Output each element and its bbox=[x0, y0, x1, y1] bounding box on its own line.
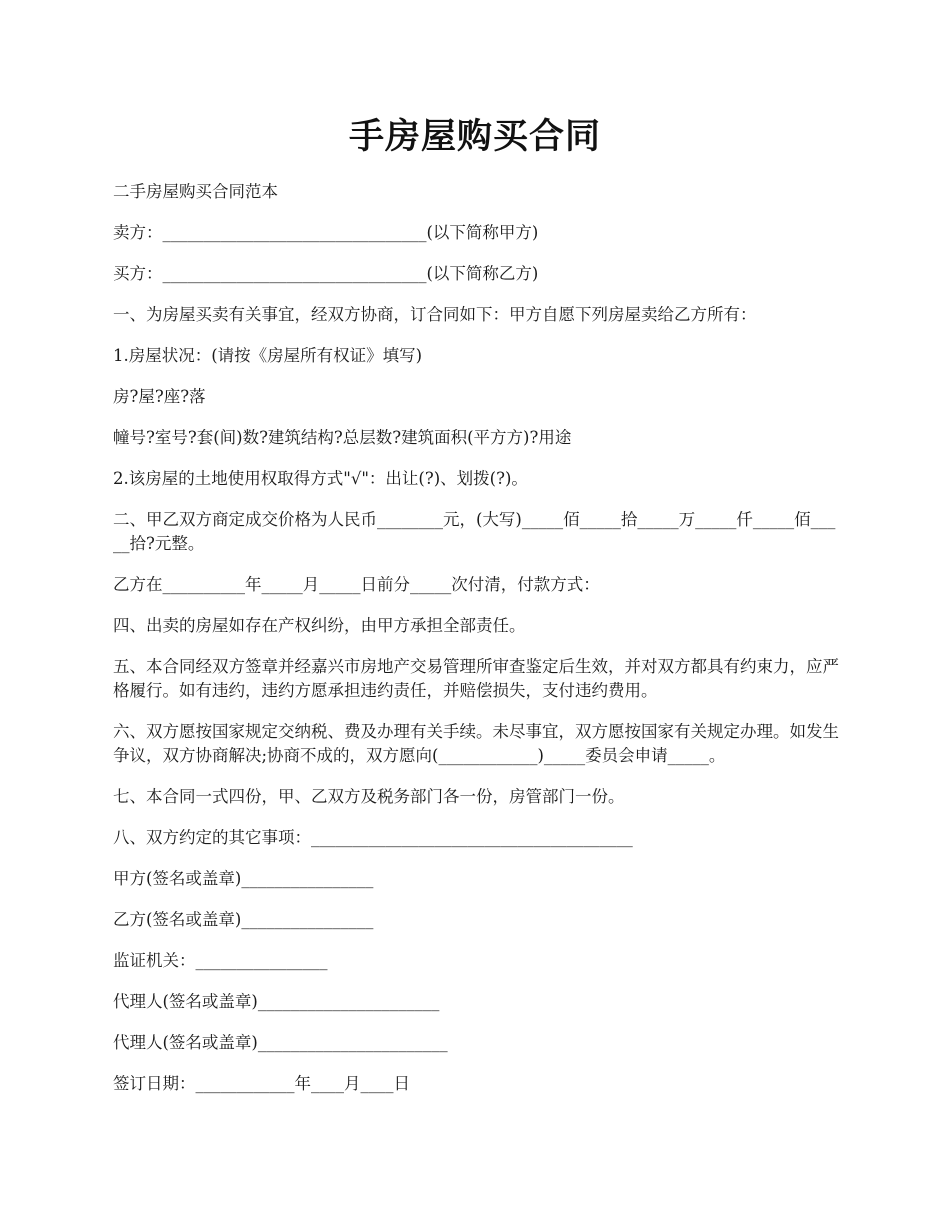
land-use-rights: 2.该房屋的土地使用权取得方式"√"：出让(?)、划拨(?)。 bbox=[113, 469, 528, 488]
clause-2-price: 二、甲乙双方商定成交价格为人民币________元，(大写)_____佰_____拾_____万_____仟_____佰_____拾?元整。 bbox=[113, 510, 836, 553]
clause-7: 七、本合同一式四份，甲、乙双方及税务部门各一份，房管部门一份。 bbox=[113, 787, 625, 806]
signing-date: 签订日期：____________年____月____日 bbox=[113, 1074, 410, 1093]
property-status: 1.房屋状况：(请按《房屋所有权证》填写) bbox=[113, 346, 423, 365]
seller-line: 卖方：________________________________(以下简称甲方) bbox=[113, 223, 539, 242]
property-details: 幢号?室号?套(间)数?建筑结构?总层数?建筑面积(平方方)?用途 bbox=[113, 428, 572, 447]
agent-signature-1: 代理人(签名或盖章)______________________ bbox=[113, 992, 440, 1011]
subtitle: 二手房屋购买合同范本 bbox=[113, 182, 278, 201]
party-b-signature: 乙方(签名或盖章)________________ bbox=[113, 910, 374, 929]
buyer-line: 买方：________________________________(以下简称乙方) bbox=[113, 264, 539, 283]
document-body bbox=[113, 180, 843, 1113]
page-title: 手房屋购买合同 bbox=[348, 116, 601, 157]
clause-8: 八、双方约定的其它事项：_______________________________________ bbox=[113, 828, 633, 847]
supervising-authority: 监证机关：________________ bbox=[113, 951, 328, 970]
agent-signature-2: 代理人(签名或盖章)_______________________ bbox=[113, 1033, 448, 1052]
property-location: 房?屋?座?落 bbox=[113, 387, 206, 406]
party-a-signature: 甲方(签名或盖章)________________ bbox=[113, 869, 374, 888]
clause-4: 四、出卖的房屋如存在产权纠纷，由甲方承担全部责任。 bbox=[113, 616, 526, 635]
clause-1: 一、为房屋买卖有关事宜，经双方协商，订合同如下：甲方自愿下列房屋卖给乙方所有： bbox=[113, 305, 757, 324]
clause-5: 五、本合同经双方签章并经嘉兴市房地产交易管理所审查鉴定后生效，并对双方都具有约束力，应严格履行。如有违约，违约方愿承担违约责任，并赔偿损失，支付违约费用。 bbox=[113, 657, 839, 700]
payment-terms: 乙方在__________年_____月_____日前分_____次付清，付款方式： bbox=[113, 575, 600, 594]
clause-6: 六、双方愿按国家规定交纳税、费及办理有关手续。未尽事宜，双方愿按国家有关规定办理。如发生争议，双方协商解决;协商不成的，双方愿向(____________)_____委员会申请_____。 bbox=[113, 722, 839, 765]
